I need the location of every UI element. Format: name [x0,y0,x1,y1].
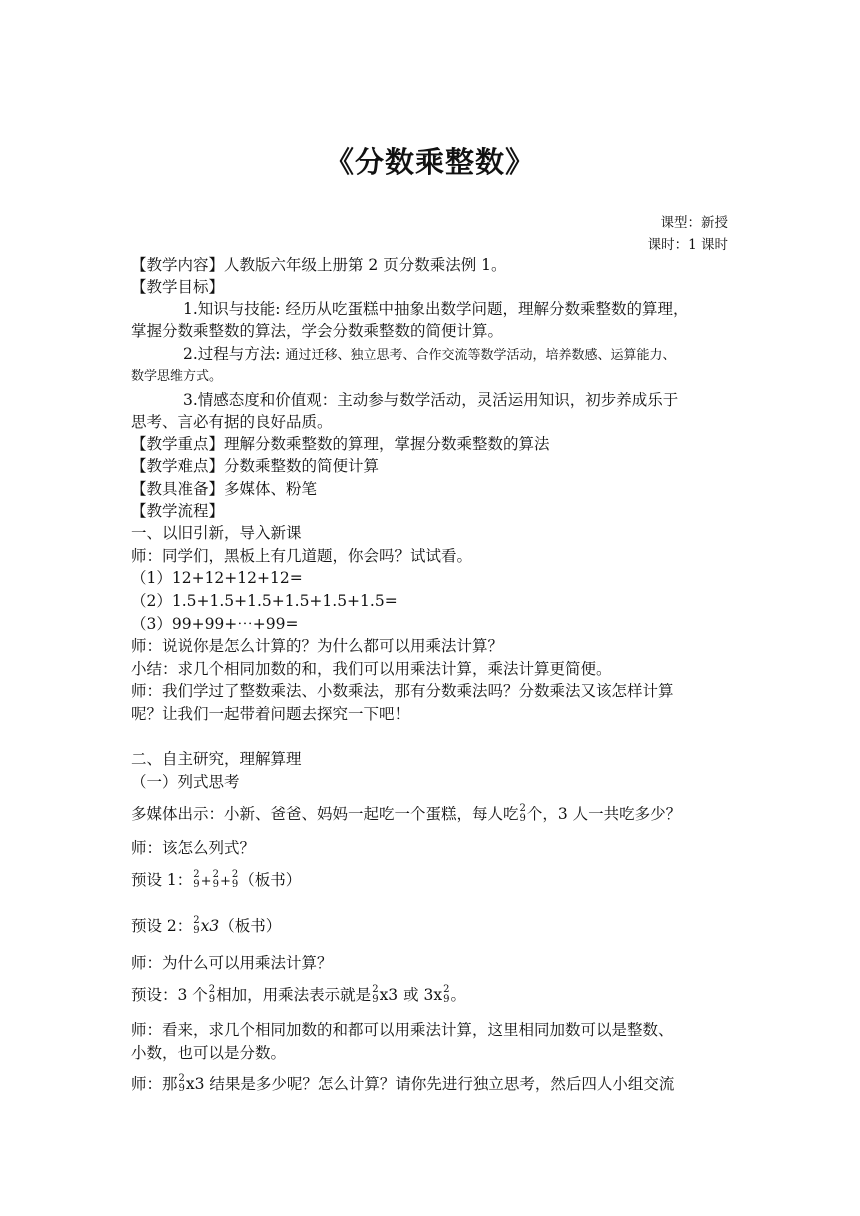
fraction-numerator: 2 [443,984,450,995]
text-span: 个，3 人一共吃多少？ [526,805,682,823]
text-line: 师：看来，求几个相同加数的和都可以用乘法计算，这里相同加数可以是整数、 [131,1021,674,1039]
text-line: 【教学重点】理解分数乘整数的算理，掌握分数乘整数的算法 [131,435,550,453]
page-title: 《分数乘整数》 [324,145,535,179]
lesson-hours: 课时：1 课时 [647,237,728,253]
text-line: 师：我们学过了整数乘法、小数乘法，那有分数乘法吗？分数乘法又该怎样计算 [131,682,674,700]
fraction [372,985,378,1005]
fraction [520,804,526,824]
text-line: 1.知识与技能: 经历从吃蛋糕中抽象出数学问题，理解分数乘整数的算理， [183,300,689,318]
text-line: 小数，也可以是分数。 [131,1044,287,1062]
text-line: 【教具准备】多媒体、粉笔 [131,480,318,498]
text-span: （板书） [219,917,282,935]
fraction [232,870,238,890]
text-line: 【教学流程】 [131,502,225,520]
fraction-denominator: 9 [372,994,379,1005]
text-line: 小结：求几个相同加数的和，我们可以用乘法计算，乘法计算更简便。 [131,660,612,678]
fraction [209,985,215,1005]
fraction-denominator: 9 [178,1083,185,1094]
text-span: 预设：3 个 [131,986,208,1004]
text-line [183,344,675,366]
text-line: （1）12+12+12+12= [131,569,303,587]
text-line: （一）列式思考 [131,773,240,791]
fraction-denominator: 9 [208,994,216,1005]
text-span: x3 结果是多少呢？怎么计算？请你先进行独立思考，然后四人小组交流 [185,1075,675,1093]
text-line: 一、以旧引新，导入新课 [131,524,302,542]
text-line [131,985,466,1006]
text-line: 掌握分数乘整数的算法，学会分数乘整数的简便计算。 [131,322,504,340]
text-line: 思考、言必有据的良好品质。 [131,413,333,431]
text-line: 师：为什么可以用乘法计算？ [131,954,333,972]
fraction-numerator: 2 [208,984,216,995]
text-line [131,804,681,825]
fraction-numerator: 2 [193,869,200,880]
text-line: 【教学内容】人教版六年级上册第 2 页分数乘法例 1。 [131,256,507,274]
text-span: （板书） [239,871,302,889]
fraction-denominator: 9 [443,994,450,1005]
fraction [443,985,449,1005]
fraction [193,916,199,936]
fraction-numerator: 2 [193,915,200,926]
text-line [131,916,281,937]
text-span: 预设 1： [131,871,193,889]
text-line: 师：同学们，黑板上有几道题，你会吗？试试看。 [131,547,473,565]
text-span: x3 或 3x [379,986,443,1004]
fraction-denominator: 9 [231,879,239,890]
fraction-denominator: 9 [193,879,200,890]
fraction-numerator: 2 [178,1073,185,1084]
text-line [131,1074,674,1095]
text-span: 。 [450,986,467,1004]
text-span: 相加，用乘法表示就是 [216,986,372,1004]
text-span: 师：那 [131,1075,178,1093]
fraction [193,870,199,890]
text-span: 2.过程与方法: [183,345,281,363]
text-span: 多媒体出示：小新、爸爸、妈妈一起吃一个蛋糕，每人吃 [131,805,519,823]
fraction-numerator: 2 [519,803,526,814]
fraction [179,1074,185,1094]
fraction-numerator: 2 [372,984,379,995]
text-span: 预设 2： [131,917,193,935]
text-line [131,870,301,892]
text-line: 【教学目标】 [131,278,225,296]
plus-sign: + [219,874,231,889]
text-line: 【教学难点】分数乘整数的简便计算 [131,457,380,475]
text-line: 二、自主研究，理解算理 [131,750,302,768]
text-span: x3 [200,917,220,935]
fraction-denominator: 9 [212,879,219,890]
text-line: 数学思维方式。 [131,369,223,384]
text-line: 师：该怎么列式？ [131,839,256,857]
text-line: （2）1.5+1.5+1.5+1.5+1.5+1.5= [131,592,398,610]
lesson-type: 课型：新授 [660,215,728,231]
text-span: 通过迁移、独立思考、合作交流等数学活动，培养数感、运算能力、 [285,348,676,363]
text-line: 呢？让我们一起带着问题去探究一下吧！ [131,705,411,723]
fraction-denominator: 9 [519,813,526,824]
fraction-denominator: 9 [193,925,200,936]
plus-sign: + [200,874,212,889]
fraction [213,870,219,890]
text-line: 师：说说你是怎么计算的？为什么都可以用乘法计算？ [131,637,504,655]
fraction-numerator: 2 [212,869,219,880]
text-line: （3）99+99+⋯+99= [131,615,299,633]
text-line: 3.情感态度和价值观：主动参与数学活动，灵活运用知识，初步养成乐于 [183,391,679,409]
fraction-numerator: 2 [231,869,239,880]
